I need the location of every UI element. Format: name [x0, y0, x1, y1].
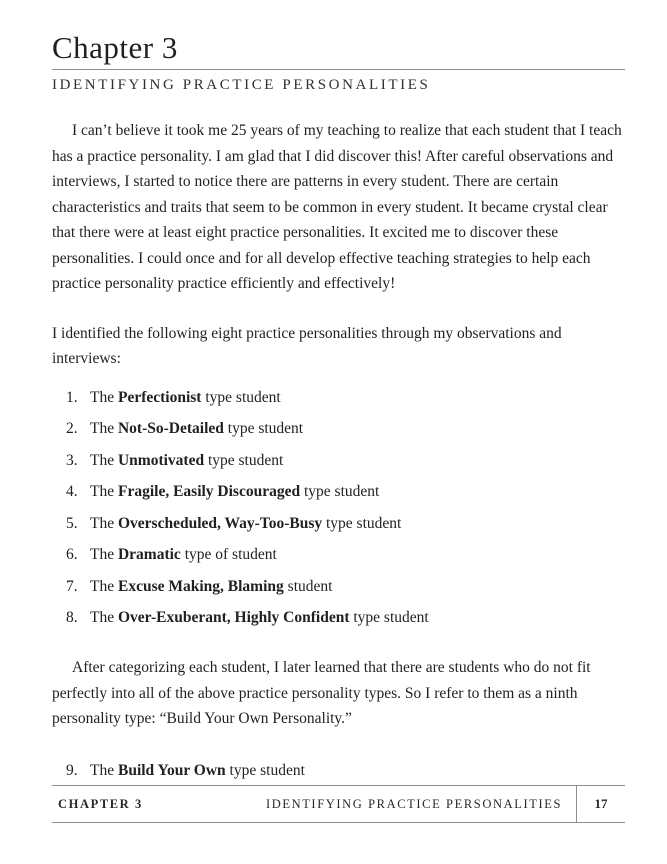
item-suffix: type student: [322, 514, 402, 532]
item-text: [90, 544, 277, 565]
item-prefix: The: [90, 451, 118, 469]
item-number: 7.: [66, 577, 78, 595]
page-number: 17: [594, 796, 608, 811]
list-item: [66, 544, 625, 565]
personality-name: Dramatic: [117, 546, 181, 563]
item-number: 3.: [66, 451, 78, 469]
list-item: [66, 418, 625, 439]
item-number: 2.: [66, 420, 78, 437]
list-item: [66, 513, 625, 534]
personality-list: [66, 387, 625, 629]
item-suffix: type student: [349, 609, 429, 626]
personality-name: Perfectionist: [117, 388, 202, 406]
item-suffix: type student: [300, 483, 380, 500]
personality-name: Build Your Own: [117, 761, 226, 779]
item-suffix: type student: [204, 451, 284, 469]
item-suffix: type of student: [180, 546, 277, 563]
item-text: [90, 418, 303, 439]
item-prefix: The: [90, 609, 118, 626]
title-rule: [52, 69, 625, 70]
item-prefix: The: [90, 514, 118, 532]
item-text: [90, 513, 401, 534]
list-item: [66, 481, 625, 502]
item-text: [90, 760, 305, 781]
list-item: [66, 576, 625, 597]
item-prefix: The: [90, 546, 118, 563]
item-text: [90, 576, 332, 597]
list-intro-paragraph: I identified the following eight practice personalities through my observations and interviews:: [52, 324, 562, 367]
list-item: [66, 450, 625, 471]
item-number: 1.: [66, 388, 78, 406]
section-subtitle: IDENTIFYING PRACTICE PERSONALITIES: [52, 77, 431, 93]
item-suffix: type student: [223, 420, 304, 437]
intro-paragraph: I can’t believe it took me 25 years of my teaching to realize that each student that I teach has a practice personality. I am glad that I did discover this! After careful observations and interviews, I started to notice there are patterns in every student. There are certain characteristics and traits that seem to be common in every student. It became crystal clear that there were at least eight practice personalities. It excited me to discover these personalities. I could once and for all develop effective teaching strategies to help each practice personality practice efficiently and effectively!: [52, 122, 622, 292]
ninth-item-container: [66, 760, 625, 781]
personality-name: Overscheduled, Way-Too-Busy: [117, 514, 323, 532]
item-prefix: The: [90, 577, 118, 595]
item-suffix: type student: [225, 761, 305, 779]
chapter-title: Chapter 3: [52, 30, 178, 65]
page-footer: [52, 785, 625, 823]
item-text: [90, 481, 379, 502]
item-prefix: The: [90, 420, 118, 437]
ninth-paragraph: After categorizing each student, I later learned that there are students who do not fit perfectly into all of the above practice personality types. So I refer to them as a ninth personality type: “Build Your Own Personality.”: [52, 659, 591, 727]
item-number: 5.: [66, 514, 78, 532]
personality-name: Not-So-Detailed: [117, 420, 224, 437]
personality-name: Over-Exuberant, Highly Confident: [117, 609, 350, 626]
item-text: [90, 607, 429, 628]
item-text: [90, 387, 281, 408]
item-suffix: student: [283, 577, 333, 595]
personality-name: Excuse Making, Blaming: [117, 577, 284, 595]
item-number: 4.: [66, 483, 78, 500]
list-item: [66, 760, 625, 781]
item-number: 9.: [66, 761, 78, 779]
item-suffix: type student: [201, 388, 281, 406]
item-text: [90, 450, 283, 471]
list-item: [66, 387, 625, 408]
item-number: 6.: [66, 546, 78, 563]
item-number: 8.: [66, 609, 78, 626]
item-prefix: The: [90, 761, 118, 779]
personality-name: Fragile, Easily Discouraged: [117, 483, 301, 500]
list-item: [66, 607, 625, 628]
item-prefix: The: [90, 483, 118, 500]
footer-section-label: IDENTIFYING PRACTICE PERSONALITIES: [265, 796, 562, 811]
footer-chapter-label: CHAPTER 3: [58, 796, 143, 811]
personality-name: Unmotivated: [117, 451, 205, 469]
item-prefix: The: [90, 388, 118, 406]
